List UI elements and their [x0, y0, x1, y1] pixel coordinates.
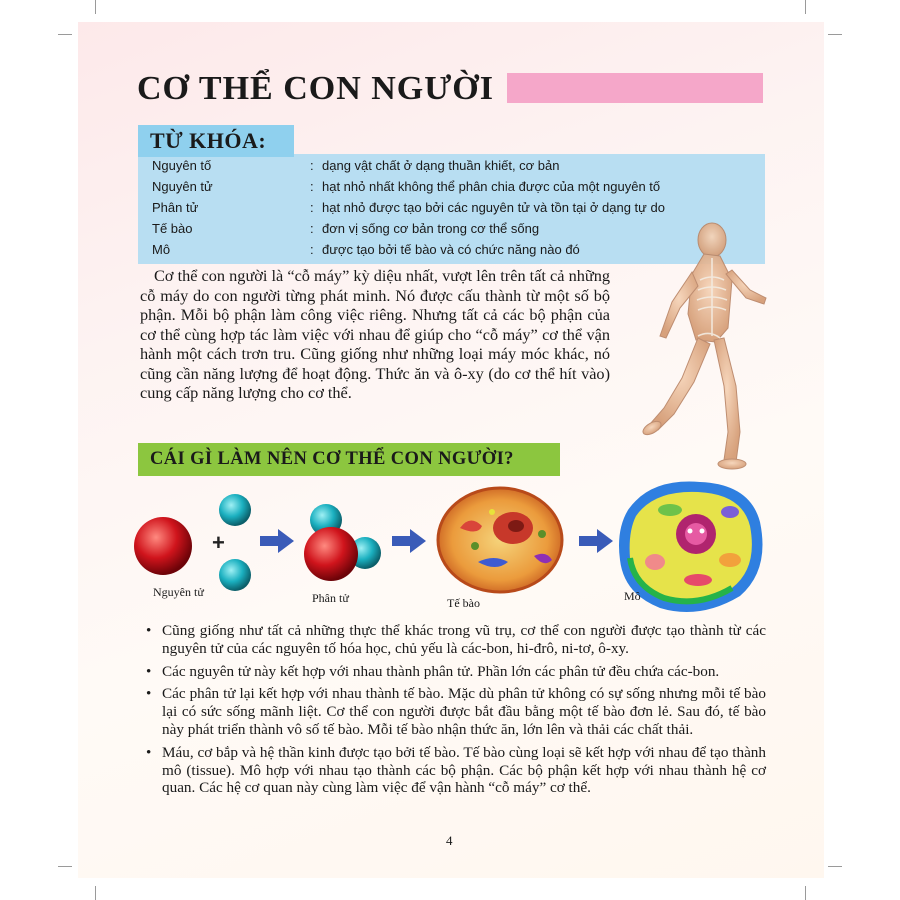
tissue-organelle	[645, 554, 665, 570]
keyword-colon: :	[310, 200, 314, 215]
cell-organelle	[538, 530, 546, 538]
diagram-label-cell: Tế bào	[447, 596, 480, 610]
keyword-colon: :	[310, 221, 314, 236]
list-item: • Các phân tử lại kết hợp với nhau thành tế bào. Mặc dù phân tử không có sự sống nhưng mỗi tế bào lại có sức sống mãnh liệt. Cơ thể con người được bắt đầu bằng một tế bào đơn lẻ. Sau đó, tế bào này phát triển thành vô số tế bào. Mỗi tế bào nhận thức ăn, lớn lên và thải các chất thải.	[146, 685, 766, 738]
title-accent-bar	[507, 73, 763, 103]
keyword-definition: được tạo bởi tế bào và có chức năng nào đó	[322, 242, 580, 257]
keyword-definition: dạng vật chất ở dạng thuần khiết, cơ bản	[322, 158, 560, 173]
page-number: 4	[446, 833, 453, 848]
keyword-term: Phân tử	[152, 200, 199, 215]
tissue-organelle	[719, 553, 741, 567]
diagram-label-tissue: Mô	[624, 589, 641, 603]
keyword-term: Mô	[152, 242, 171, 257]
arrow-icon	[260, 529, 294, 553]
keyword-term: Nguyên tử	[152, 179, 213, 194]
diagram-label-atom: Nguyên tử	[153, 585, 204, 599]
atom-teal	[219, 494, 251, 526]
crop-mark	[58, 866, 72, 867]
crop-mark	[828, 34, 842, 35]
keyword-term: Nguyên tố	[152, 158, 212, 173]
keyword-colon: :	[310, 179, 314, 194]
arrow-icon	[392, 529, 426, 553]
crop-mark	[828, 866, 842, 867]
bullet-icon: •	[146, 622, 152, 639]
intro-paragraph: Cơ thể con người là “cỗ máy” kỳ diệu nhất, vượt lên trên tất cả những cỗ máy do con người từng phát minh. Nó được cấu thành từ một số bộ phận. Mỗi bộ phận làm công việc riêng. Nhưng tất cả các bộ phận của cơ thể cùng hợp tác làm việc với nhau để giúp cho “cỗ máy” cơ thể vận hành một cách trơn tru. Cũng giống như những loại máy móc khác, nó cũng cần năng lượng để hoạt động. Thức ăn và ô-xy (do cơ thể hít vào) cung cấp năng lượng cho cơ thể.	[140, 266, 610, 402]
keyword-definition: đơn vị sống cơ bản trong cơ thể sống	[322, 221, 540, 236]
book-page	[78, 22, 824, 878]
page-title: CƠ THỂ CON NGƯỜI	[137, 70, 494, 107]
atom-teal	[219, 559, 251, 591]
section-heading: CÁI GÌ LÀM NÊN CƠ THỂ CON NGƯỜI?	[138, 443, 560, 476]
crop-mark	[805, 886, 806, 900]
bullet-list	[146, 622, 766, 802]
crop-mark	[58, 34, 72, 35]
bullet-icon: •	[146, 685, 152, 703]
tissue-eye	[688, 529, 693, 534]
tissue-organelle	[721, 506, 739, 518]
bullet-icon: •	[146, 743, 152, 761]
keyword-colon: :	[310, 158, 314, 173]
crop-mark	[95, 886, 96, 900]
list-item: • Máu, cơ bắp và hệ thần kinh được tạo bởi tế bào. Tế bào cùng loại sẽ kết hợp với nhau để tạo thành mô (tissue). Mô hợp với nhau tạo thành các bộ phận. Các bộ phận kết hợp với nhau thành hệ cơ quan. Các hệ cơ quan này cùng làm việc để vận hành “cỗ máy” cơ thể.	[146, 743, 766, 797]
cell-organelle	[489, 509, 495, 515]
keyword-definition: hạt nhỏ nhất không thể phân chia được của một nguyên tố	[322, 179, 661, 194]
molecule-red-atom	[304, 527, 358, 581]
cell-nucleolus	[508, 520, 524, 532]
tissue-organelle	[684, 574, 712, 586]
tissue-organelle	[658, 504, 682, 516]
diagram-label-molecule: Phân tử	[312, 591, 349, 605]
keyword-definition: hạt nhỏ được tạo bởi các nguyên tử và tồn tại ở dạng tự do	[322, 200, 665, 215]
keyword-colon: :	[310, 242, 314, 257]
plus-sign: +	[212, 530, 225, 555]
atom-red	[134, 517, 192, 575]
crop-mark	[95, 0, 96, 14]
cell-organelle	[471, 542, 479, 550]
keyword-heading: TỪ KHÓA:	[138, 125, 294, 157]
list-item: • Cũng giống như tất cả những thực thể khác trong vũ trụ, cơ thể con người được tạo thành từ các nguyên tử của các nguyên tố hóa học, chủ yếu là các-bon, hi-đrô, ni-tơ, ô-xy.	[146, 622, 766, 657]
crop-mark	[805, 0, 806, 14]
bullet-icon: •	[146, 662, 152, 680]
running-skeleton-illustration	[620, 210, 785, 475]
list-item: • Các nguyên tử này kết hợp với nhau thành phân tử. Phần lớn các phân tử đều chứa các-bon.	[146, 662, 720, 680]
arrow-icon	[579, 529, 613, 553]
tissue-eye	[700, 529, 705, 534]
tissue-nucleus-core	[685, 523, 707, 545]
keyword-term: Tế bào	[152, 221, 193, 236]
